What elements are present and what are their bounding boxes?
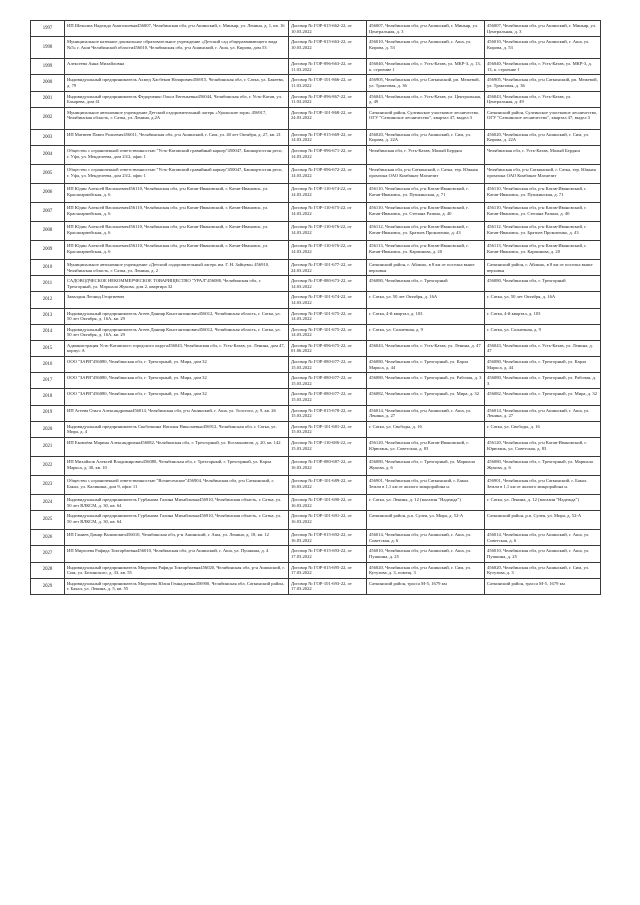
row-number: 2021 — [31, 438, 65, 457]
contract-cell: Договор № ГОР-101-674-22, от 14.03.2022 — [289, 292, 367, 308]
contract-cell: Договор № ГОР-110-674-22, от 14.03.2022 — [289, 183, 367, 202]
table-row — [31, 340, 601, 356]
organization-cell: Общество с ограниченной ответственностью "Усть-Катавский гравийный карьер"450047, Башкортостан респ, г. Уфа, ул. Менделеева, дом 23/2, офис 1 — [65, 164, 289, 183]
contract-cell: Договор № ГОР-080-673-22, от 14.03.2022 — [289, 276, 367, 292]
object-address-cell: 456113, Челябинская обл, р-н Катав-Ивановский, г. Катав-Ивановск, ул. Карпинова, д. 20 — [485, 240, 601, 259]
organization-cell: ИП Ековлёва Марина Александровна456082, Челябинская обл, г. Трехгорный, ул. Космонавтов, д. 20, кв. 142 — [65, 438, 289, 457]
contract-cell: Договор № ГОР-096-867-22, от 11.03.2022 — [289, 91, 367, 107]
object-address-cell: г. Сатка, ул. Ленина, д. 12 (магазин "Надежда") — [485, 495, 601, 511]
table-row — [31, 276, 601, 292]
row-number: 2003 — [31, 129, 65, 145]
contract-cell: Договор № ГОР-101-689-22, от 16.03.2022 — [289, 476, 367, 495]
location-address-cell: г. Сатка, ул. 50 лет Октября, д. 16А — [367, 292, 485, 308]
object-address-cell: г. Сатка, ул. 50 лет Октября, д. 16А — [485, 292, 601, 308]
row-number: 2014 — [31, 324, 65, 340]
location-address-cell: 456014, Челябинская обл, р-н Ашинский, г. Аша, ул. Советская, д. 6 — [367, 530, 485, 546]
contract-cell: Договор № ГОР-101-868-22, от 24.03.2022 — [289, 107, 367, 129]
object-address-cell: 456110, Челябинская обл, р-н Катав-Ивановский, г. Катав-Ивановск, ул. Пушкинская, д. 71 — [485, 183, 601, 202]
object-address-cell: 456080, Челябинская обл, г. Трехгорный, ул. Карла Маркса, д. 44 — [485, 357, 601, 373]
table-row — [31, 546, 601, 562]
location-address-cell: Челябинская обл, г. Усть-Катав, Малый Бердяш — [367, 145, 485, 164]
table-row — [31, 259, 601, 275]
row-number: 1998 — [31, 37, 65, 59]
organization-cell: ИП Ганиев Дамир Валимович456010, Челябинская обл, р-н Ашинский, г. Аша, ул. Ленина, д. 18, кв. 12 — [65, 530, 289, 546]
object-address-cell: Саткинский район, р.п. Сулея, ул. Мира, д. 52-А — [485, 511, 601, 530]
organization-cell: Муниципальное казенное дошкольное образовательное учреждение «Детский сад общеразвивающего вида №5» г. Аши Челябинской области456010, Челябинская обл, р-н Ашинский, г. Аша, ул. Кирова, дом 53 — [65, 37, 289, 59]
organization-cell: Алексеева Анна Михайловна — [65, 59, 289, 75]
contract-cell: Договор № ГОР-015-662-22, от 10.03.2022 — [289, 21, 367, 37]
table-row — [31, 308, 601, 324]
registry-table-body — [31, 21, 601, 595]
row-number: 2016 — [31, 357, 65, 373]
table-row — [31, 495, 601, 511]
location-address-cell: 456112, Челябинская обл, р-н Катав-Ивановский, г. Катав-Ивановск, ул. Братьев Прокопенко, д. 43 — [367, 221, 485, 240]
row-number: 1997 — [31, 21, 65, 37]
location-address-cell: г. Сатка, ул. Свободы, д. 16 — [367, 421, 485, 437]
contract-cell: Договор № ГОР-080-677-22, от 15.03.2022 — [289, 373, 367, 389]
row-number: 2002 — [31, 107, 65, 129]
organization-cell: ИП Юдин Алексей Васильевич456110, Челябинская обл, р-н Катав-Ивановский, г. Катав-Ивановск, ул. Красноармейская, д. 6 — [65, 240, 289, 259]
location-address-cell: Челябинская обл, р-н Саткинский, г. Сатка, тер. Южная промзона ОАО Комбинат Магнезит — [367, 164, 485, 183]
location-address-cell: 456120, Челябинская обл, р-н Катав-Ивановский, г. Юрюзань, ул. Советская, д. 83 — [367, 438, 485, 457]
row-number: 2015 — [31, 340, 65, 356]
table-row — [31, 421, 601, 437]
organization-cell: САДОВОДЧЕСКОЕ НЕКОММЕРЧЕСКОЕ ТОВАРИЩЕСТВО "УРАЛ"456080, Челябинская обл, г. Трехгорный, ул. Маршала Жукова, дом 2, квартира 32 — [65, 276, 289, 292]
row-number: 2024 — [31, 495, 65, 511]
organization-cell: ИП Мирзоева Рафида Токтарбаевна456010, Челябинская обл, р-н Ашинский, г. Аша, ул. Пушкина, д. 4 — [65, 546, 289, 562]
location-address-cell: Саткинский район, Сулеинское участковое лесничество, ОГУ "Саткинское лесничество", квартал 47, выдел 3 — [367, 107, 485, 129]
contract-cell: Договор № ГОР-101-866-22, от 11.03.2022 — [289, 75, 367, 91]
row-number: 2020 — [31, 421, 65, 437]
object-address-cell: 456014, Челябинская обл, р-н Ашинский, г. Аша, ул. Ленина, д. 27 — [485, 405, 601, 421]
contract-cell: Договор № ГОР-015-693-22, от 17.03.2022 — [289, 546, 367, 562]
table-row — [31, 324, 601, 340]
organization-cell: ИП Матвеев Павел Рольевич456011, Челябинская обл, р-н Ашинский, г. Сим, ул. 40 лет Октября, д. 27, кв. 21 — [65, 129, 289, 145]
object-address-cell: 456082, Челябинская обл, г. Трехгорный, ул. Мира, д. 32 — [485, 389, 601, 405]
contract-cell: Договор № ГОР-096-675-22, от 01.06.2022 — [289, 340, 367, 356]
object-address-cell: 456010, Челябинская обл, р-н Ашинский, г. Аша, ул. Кирова, д. 53 — [485, 37, 601, 59]
document-sheet — [30, 20, 600, 595]
contract-cell: Договор № ГОР-080-687-22, от 16.03.2022 — [289, 457, 367, 476]
organization-cell: Индивидуальный предприниматель Агеев Данияр Константинович456012, Челябинская область, г. Сатка, ул. 50 лет Октября, д. 16А, кв. 29 — [65, 308, 289, 324]
row-number: 2018 — [31, 389, 65, 405]
location-address-cell: 456082, Челябинская обл, г. Трехгорный, ул. Мира, д. 32 — [367, 389, 485, 405]
object-address-cell: 456043, Челябинская обл, г. Усть-Катав, ул. Центральная, д. 49 — [485, 91, 601, 107]
table-row — [31, 511, 601, 530]
organization-cell: ИП Михайлов Алексей Владимирович456080, Челябинская обл, г. Трехгорный, г. Трехгорный, ул. Карла Маркса, д. 30, кв. 10 — [65, 457, 289, 476]
table-row — [31, 357, 601, 373]
organization-cell: Общество с ограниченной ответственностью "Вознесенское"456904, Челябинская обл, р-н Саткинский, г. Бакал, ул. Калинина, дом 9, офис 11 — [65, 476, 289, 495]
contract-cell: Договор № ГОР-101-691-22, от 16.03.2022 — [289, 511, 367, 530]
object-address-cell: 456080, Челябинская обл, г. Трехгорный, ул. Рабочая, д. 3 — [485, 373, 601, 389]
object-address-cell: 456901, Челябинская обл, р-н Саткинский, г. Бакал. Земли в 1,1 км от жилого микрорайона н. — [485, 476, 601, 495]
object-address-cell: Челябинская обл, г. Усть-Катав, Малый Бердяш — [485, 145, 601, 164]
row-number: 2013 — [31, 308, 65, 324]
object-address-cell: 456080, Челябинская обл, г. Трехгорный, ул. Маршала Жукова, д. 6 — [485, 457, 601, 476]
row-number: 2010 — [31, 259, 65, 275]
table-row — [31, 107, 601, 129]
table-row — [31, 562, 601, 578]
row-number: 2006 — [31, 183, 65, 202]
contract-cell: Договор № ГОР-110-686-22, от 15.03.2022 — [289, 438, 367, 457]
location-address-cell: 456080, Челябинская обл, г. Трехгорный, ул. Карла Маркса, д. 44 — [367, 357, 485, 373]
registry-table — [30, 20, 601, 595]
table-row — [31, 183, 601, 202]
table-row — [31, 476, 601, 495]
row-number: 2026 — [31, 530, 65, 546]
object-address-cell: г. Сатка, ул. Солнечная, д. 9 — [485, 324, 601, 340]
object-address-cell: Саткинский район, г. Айлино, в 8 км от поселка выше верховья — [485, 259, 601, 275]
contract-cell: Договор № ГОР-015-695-22, от 17.03.2022 — [289, 562, 367, 578]
organization-cell: Индивидуальный предприниматель Мирзоева Рафида Токтарбаевна456020, Челябинская обл, р-н Ашинский, г. Сим, ул. Белинского, д. 33, кв. 55 — [65, 562, 289, 578]
location-address-cell: г. Сатка, ул. Ленина, д. 12 (магазин "Надежда") — [367, 495, 485, 511]
row-number: 2019 — [31, 405, 65, 421]
organization-cell: ИП Юдин Алексей Васильевич456110, Челябинская обл, р-н Катав-Ивановский, г. Катав-Ивановск, ул. Красноармейская, д. 6 — [65, 221, 289, 240]
object-address-cell: 456080, Челябинская обл, г. Трехгорный — [485, 276, 601, 292]
location-address-cell: 456901, Челябинская обл, р-н Саткинский, г. Бакал. Земли в 1,1 км от жилого микрорайона н. — [367, 476, 485, 495]
contract-cell: Договор № ГОР-101-675-22, от 14.03.2022 — [289, 308, 367, 324]
row-number: 2011 — [31, 276, 65, 292]
location-address-cell: Саткинский район, р.п. Сулея, ул. Мира, д. 52-А — [367, 511, 485, 530]
location-address-cell: Саткинский район, трасса М-5, 1679 км — [367, 578, 485, 594]
organization-cell: Индивидуальный предприниматель Федорченко Ольга Евгеньевна456044, Челябинская обл, г. Усть-Катав, ул. Бахарева, дом 41 — [65, 91, 289, 107]
contract-cell: Договор № ГОР-101-681-22, от 15.03.2022 — [289, 421, 367, 437]
row-number: 2023 — [31, 476, 65, 495]
object-address-cell: 456043, Челябинская обл, г. Усть-Катав, ул. Ленина, д. 47 — [485, 340, 601, 356]
table-row — [31, 59, 601, 75]
table-row — [31, 405, 601, 421]
row-number: 2007 — [31, 202, 65, 221]
organization-cell: ИП Юдин Алексей Васильевич456110, Челябинская обл, р-н Катав-Ивановский, г. Катав-Ивановск, ул. Красноармейская, д. 6 — [65, 183, 289, 202]
table-row — [31, 389, 601, 405]
table-row — [31, 202, 601, 221]
location-address-cell: г. Сатка, ул. Солнечная, д. 9 — [367, 324, 485, 340]
location-address-cell: 456007, Челябинская обл, р-н Ашинский, г. Миньяр, ул. Центральная, д. 3 — [367, 21, 485, 37]
contract-cell: Договор № ГОР-110-675-22, от 14.03.2022 — [289, 202, 367, 221]
organization-cell: Завалдин Леонид Георгиевич — [65, 292, 289, 308]
object-address-cell: 456020, Челябинская обл, р-н Ашинский, г. Сим, ул. Кирова, д. 22А — [485, 129, 601, 145]
object-address-cell: 456905, Челябинская обл, р-н Саткинский, рп. Межевой, ул. Трактовая, д. 36 — [485, 75, 601, 91]
row-number: 2004 — [31, 145, 65, 164]
table-row — [31, 37, 601, 59]
row-number: 2025 — [31, 511, 65, 530]
organization-cell: Индивидуальный предприниматель Гурбанова Галина Михайловна456910, Челябинская область, г. Сатка, ул. 50 лет ВЛКСМ, д. 30, кв. 64 — [65, 511, 289, 530]
object-address-cell: 456014, Челябинская обл, р-н Ашинский, г. Аша, ул. Советская, д. 6 — [485, 530, 601, 546]
contract-cell: Договор № ГОР-101-675-22, от 14.03.2022 — [289, 324, 367, 340]
table-row — [31, 164, 601, 183]
location-address-cell: 456043, Челябинская обл, г. Усть-Катав, ул. Ленина, д. 47 — [367, 340, 485, 356]
object-address-cell: Саткинский район, Сулеинское участковое лесничество, ОГУ "Саткинское лесничество", квартал 47, выдел 3 — [485, 107, 601, 129]
table-row — [31, 75, 601, 91]
location-address-cell: 456905, Челябинская обл, р-н Саткинский, рп. Межевой, ул. Трактовая, д. 36 — [367, 75, 485, 91]
contract-cell: Договор № ГОР-080-677-22, от 15.03.2022 — [289, 357, 367, 373]
contract-cell: Договор № ГОР-015-663-22, от 10.03.2022 — [289, 37, 367, 59]
organization-cell: ООО "ЗАРЯ"456080, Челябинская обл, г. Трехгорный, ул. Мира, дом 32 — [65, 357, 289, 373]
location-address-cell: 456113, Челябинская обл, р-н Катав-Ивановский, г. Катав-Ивановск, ул. Карпинова, д. 20 — [367, 240, 485, 259]
organization-cell: ИП Агеева Ольга Александровна456014, Челябинская обл, р-н Ашинский, г. Аша, ул. Толстого, д. 9, кв. 26 — [65, 405, 289, 421]
location-address-cell: 456043, Челябинская обл, г. Усть-Катав, ул. Центральная, д. 49 — [367, 91, 485, 107]
table-row — [31, 240, 601, 259]
organization-cell: Индивидуальный предприниматель Скобочкина Наталья Николаевна456912, Челябинская обл, г. Сатка, ул. Мира, д. 4 — [65, 421, 289, 437]
contract-cell: Договор № ГОР-015-692-22, от 16.03.2022 — [289, 530, 367, 546]
organization-cell: Муниципальное автономное учреждение Детский оздоровительный лагерь «Уральские зори» 456917, Челябинская область, г. Сатка, ул. Ленина, д.2А — [65, 107, 289, 129]
row-number: 2001 — [31, 91, 65, 107]
location-address-cell: г. Сатка, 4-й квартал, д. 103 — [367, 308, 485, 324]
organization-cell: Индивидуальный предприниматель Мирзоева Юлия Геннадьевна456900, Челябинская обл, Саткинский район, г. Бакал, ул. Ленина, д. 5, кв. 55 — [65, 578, 289, 594]
contract-cell: Договор № ГОР-110-676-22, от 14.03.2022 — [289, 240, 367, 259]
organization-cell: Индивидуальный предприниматель Ахмед Хасбеков Назирович456915, Челябинская обл, г. Сатка, ул. Бакеева, д. 79 — [65, 75, 289, 91]
organization-cell: ООО "ЗАРЯ"456080, Челябинская обл, г. Трехгорный, ул. Мира, дом 32 — [65, 389, 289, 405]
contract-cell: Договор № ГОР-096-671-22, от 14.03.2022 — [289, 145, 367, 164]
row-number: 2008 — [31, 221, 65, 240]
row-number: 2009 — [31, 240, 65, 259]
location-address-cell: 456020, Челябинская обл, р-н Ашинский, г. Сим, ул. Кутузова, д. 3, помещ. 3 — [367, 562, 485, 578]
row-number: 2022 — [31, 457, 65, 476]
table-row — [31, 21, 601, 37]
table-row — [31, 457, 601, 476]
contract-cell: Договор № ГОР-101-677-22, от 24.03.2022 — [289, 259, 367, 275]
contract-cell: Договор № ГОР-080-677-22, от 15.03.2022 — [289, 389, 367, 405]
row-number: 2017 — [31, 373, 65, 389]
location-address-cell: 456080, Челябинская обл, г. Трехгорный, ул. Рабочая, д. 3 — [367, 373, 485, 389]
object-address-cell: г. Сатка, 4-й квартал, д. 103 — [485, 308, 601, 324]
object-address-cell: 456010, Челябинская обл, р-н Ашинский, г. Аша, ул. Пушкина, д. 25 — [485, 546, 601, 562]
row-number: 2029 — [31, 578, 65, 594]
organization-cell: ИП Юдин Алексей Васильевич456110, Челябинская обл, р-н Катав-Ивановский, г. Катав-Ивановск, ул. Красноармейская, д. 6 — [65, 202, 289, 221]
organization-cell: Администрация Усть-Катавского городского округа456043, Челябинская обл, г. Усть-Катав, ул. Ленина, дом 47, корпус А — [65, 340, 289, 356]
location-address-cell: 456110, Челябинская обл, р-н Катав-Ивановский, г. Катав-Ивановск, ул. Пушкинская, д. 71 — [367, 183, 485, 202]
row-number: 2027 — [31, 546, 65, 562]
contract-cell: Договор № ГОР-101-693-22, от 17.03.2022 — [289, 578, 367, 594]
object-address-cell: 456112, Челябинская обл, р-н Катав-Ивановский, г. Катав-Ивановск, ул. Братьев Прокопенко, д. 43 — [485, 221, 601, 240]
row-number: 2000 — [31, 75, 65, 91]
object-address-cell: 456020, Челябинская обл, р-н Ашинский, г. Сим, ул. Кутузова, д. 3 — [485, 562, 601, 578]
object-address-cell: 456110, Челябинская обл, р-н Катав-Ивановский, г. Катав-Ивановск, ул. Степана Разина, д. 40 — [485, 202, 601, 221]
object-address-cell: 456007, Челябинская обл, р-н Ашинский, г. Миньяр, ул. Центральная, д. 3 — [485, 21, 601, 37]
table-row — [31, 373, 601, 389]
location-address-cell: 456020, Челябинская обл, р-н Ашинский, г. Сим, ул. Кирова, д. 22А — [367, 129, 485, 145]
contract-cell: Договор № ГОР-015-669-22, от 14.03.2022 — [289, 129, 367, 145]
location-address-cell: Саткинский район, г. Айлино, в 8 км от поселка выше верховья — [367, 259, 485, 275]
contract-cell: Договор № ГОР-015-678-22, от 15.03.2022 — [289, 405, 367, 421]
object-address-cell: 456040, Челябинская обл, г. Усть-Катав, ул. МКР-3, д. 13, к. строение 1 — [485, 59, 601, 75]
contract-cell: Договор № ГОР-096-672-22, от 14.03.2022 — [289, 164, 367, 183]
row-number: 2028 — [31, 562, 65, 578]
organization-cell: Общество с ограниченной ответственностью "Усть-Катавский гравийный карьер"450047, Башкортостан респ, г. Уфа, ул. Менделеева, дом 23/2, офис 1 — [65, 145, 289, 164]
table-row — [31, 129, 601, 145]
object-address-cell: г. Сатка, ул. Свободы, д. 16 — [485, 421, 601, 437]
location-address-cell: 456040, Челябинская обл, г. Усть-Катав, ул. МКР-3, д. 13, к. строение 1 — [367, 59, 485, 75]
location-address-cell: 456010, Челябинская обл, р-н Ашинский, г. Аша, ул. Кирова, д. 53 — [367, 37, 485, 59]
table-row — [31, 221, 601, 240]
table-row — [31, 530, 601, 546]
location-address-cell: 456110, Челябинская обл, р-н Катав-Ивановский, г. Катав-Ивановск, ул. Степана Разина, д. 40 — [367, 202, 485, 221]
organization-cell: ООО "ЗАРЯ"456080, Челябинская обл, г. Трехгорный, ул. Мира, дом 32 — [65, 373, 289, 389]
table-row — [31, 91, 601, 107]
organization-cell: Муниципальное автономное учреждение «Детский оздоровительный лагерь им. Г. Н. Зайцева» 456910, Челябинская область, г. Сатка, ул. Ленина, д. 2 — [65, 259, 289, 275]
object-address-cell: Челябинская обл, р-н Саткинский, г. Сатка, тер. Южная промзона ОАО Комбинат Магнезит — [485, 164, 601, 183]
table-row — [31, 145, 601, 164]
contract-cell: Договор № ГОР-101-690-22, от 16.03.2022 — [289, 495, 367, 511]
location-address-cell: 456010, Челябинская обл, р-н Ашинский, г. Аша, ул. Пушкина, д. 25 — [367, 546, 485, 562]
row-number: 2012 — [31, 292, 65, 308]
table-row — [31, 292, 601, 308]
location-address-cell: 456080, Челябинская обл, г. Трехгорный, ул. Маршала Жукова, д. 6 — [367, 457, 485, 476]
object-address-cell: Саткинский район, трасса М-5, 1679 км — [485, 578, 601, 594]
organization-cell: ИП Шеколиа Надежда Анатольевна456007, Челябинская обл, р-н Ашинский, г. Миньяр, ул. Ленина, д. 1, кв. 16 — [65, 21, 289, 37]
organization-cell: Индивидуальный предприниматель Гурбанова Галина Михайловна456910, Челябинская область, г. Сатка, ул. 50 лет ВЛКСМ, д. 30, кв. 64 — [65, 495, 289, 511]
table-row — [31, 578, 601, 594]
location-address-cell: 456080, Челябинская обл, г. Трехгорный — [367, 276, 485, 292]
table-row — [31, 438, 601, 457]
contract-cell: Договор № ГОР-096-663-22, от 11.03.2022 — [289, 59, 367, 75]
row-number: 2005 — [31, 164, 65, 183]
location-address-cell: 456014, Челябинская обл, р-н Ашинский, г. Аша, ул. Ленина, д. 27 — [367, 405, 485, 421]
row-number: 1999 — [31, 59, 65, 75]
object-address-cell: 456120, Челябинская обл, р-н Катав-Ивановский, г. Юрюзань, ул. Советская, д. 83 — [485, 438, 601, 457]
organization-cell: Индивидуальный предприниматель Агеев Данияр Константинович456012, Челябинская область, г. Сатка, ул. 50 лет Октября, д. 16А, кв. 29 — [65, 324, 289, 340]
contract-cell: Договор № ГОР-110-676-22, от 14.03.2022 — [289, 221, 367, 240]
